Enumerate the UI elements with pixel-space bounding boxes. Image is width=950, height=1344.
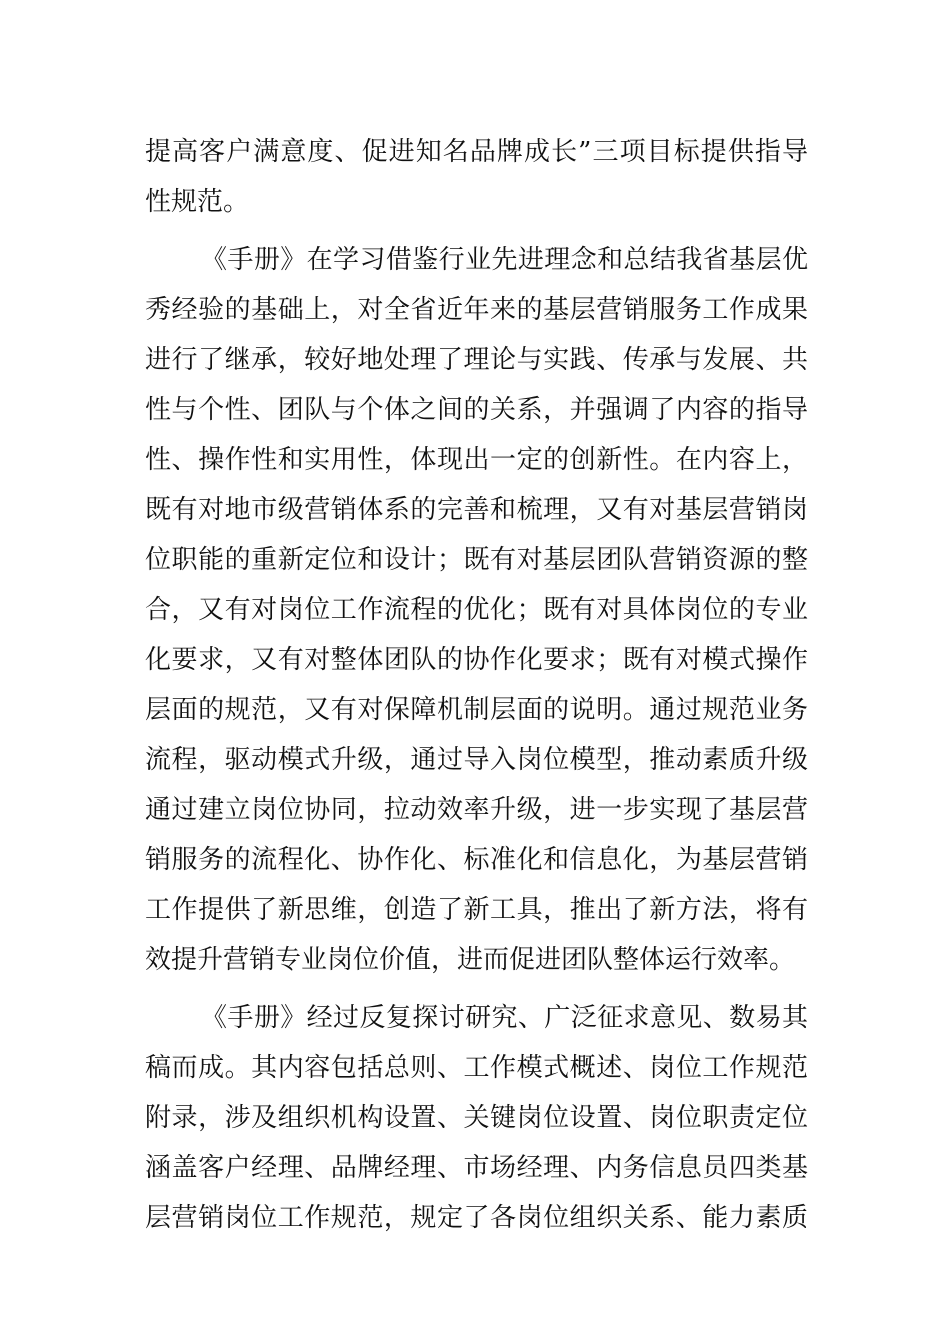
text-line: 既有对地市级营销体系的完善和梳理，又有对基层营销岗 xyxy=(145,495,808,525)
text-line: 稿而成。其内容包括总则、工作模式概述、岗位工作规范 xyxy=(145,1053,808,1083)
text-line: 《手册》在学习借鉴行业先进理念和总结我省基层优 xyxy=(201,245,808,275)
document-body xyxy=(145,127,808,1243)
paragraph-2 xyxy=(145,235,808,985)
text-line: 化要求，又有对整体团队的协作化要求；既有对模式操作 xyxy=(145,645,808,675)
text-line: 提高客户满意度、促进知名品牌成长”三项目标提供指导 xyxy=(145,137,808,167)
text-line: 效提升营销专业岗位价值，进而促进团队整体运行效率。 xyxy=(145,945,796,975)
text-line: 性与个性、团队与个体之间的关系，并强调了内容的指导 xyxy=(145,395,808,425)
text-line: 工作提供了新思维，创造了新工具，推出了新方法，将有 xyxy=(145,895,808,925)
text-line: 通过建立岗位协同，拉动效率升级，进一步实现了基层营 xyxy=(145,795,808,825)
text-line: 涵盖客户经理、品牌经理、市场经理、内务信息员四类基 xyxy=(145,1153,808,1183)
paragraph-gap xyxy=(145,227,808,235)
text-line: 位职能的重新定位和设计；既有对基层团队营销资源的整 xyxy=(145,545,808,575)
text-line: 秀经验的基础上，对全省近年来的基层营销服务工作成果 xyxy=(145,295,808,325)
text-line: 附录，涉及组织机构设置、关键岗位设置、岗位职责定位 xyxy=(145,1103,808,1133)
text-line: 合，又有对岗位工作流程的优化；既有对具体岗位的专业 xyxy=(145,595,808,625)
paragraph-3 xyxy=(145,993,808,1243)
text-line: 进行了继承，较好地处理了理论与实践、传承与发展、共 xyxy=(145,345,808,375)
text-line: 性、操作性和实用性，体现出一定的创新性。在内容上， xyxy=(145,445,808,475)
text-line: 性规范。 xyxy=(145,187,250,217)
paragraph-1 xyxy=(145,127,808,227)
text-line: 流程，驱动模式升级，通过导入岗位模型，推动素质升级 xyxy=(145,745,808,775)
paragraph-gap xyxy=(145,985,808,993)
text-line: 层营销岗位工作规范，规定了各岗位组织关系、能力素质 xyxy=(145,1203,808,1233)
text-line: 销服务的流程化、协作化、标准化和信息化，为基层营销 xyxy=(145,845,808,875)
text-line: 《手册》经过反复探讨研究、广泛征求意见、数易其 xyxy=(201,1003,808,1033)
text-line: 层面的规范，又有对保障机制层面的说明。通过规范业务 xyxy=(145,695,808,725)
